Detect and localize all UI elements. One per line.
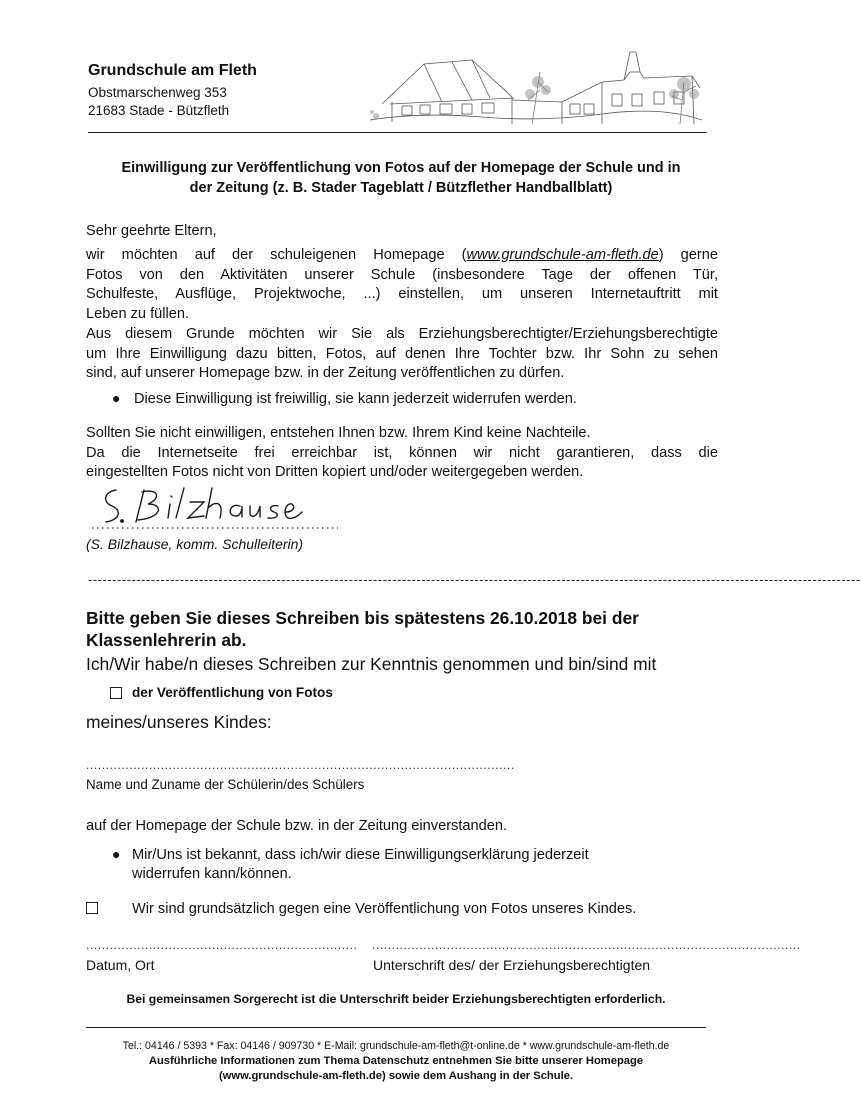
- cut-line: ----------------------------------------------------------------------------------------------------------------------------------------------------------------: [88, 572, 861, 587]
- paragraph-line: um Ihre Einwilligung dazu bitten, Fotos, auf denen Ihre Tochter bzw. Ihr Sohn zu sehen: [86, 345, 718, 362]
- consent-option-label: der Veröffentlichung von Fotos: [132, 685, 333, 700]
- paragraph-homepage: [86, 246, 718, 324]
- date-place-line[interactable]: .....................................................................: [86, 938, 358, 952]
- document-title: [86, 158, 716, 198]
- signature-caption: (S. Bilzhause, komm. Schulleiterin): [86, 536, 304, 552]
- bullet-icon: ●: [112, 846, 121, 862]
- privacy-line: (www.grundschule-am-fleth.de) sowie dem Aushang in der Schule.: [218, 1070, 574, 1082]
- footer-contact: Tel.: 04146 / 5393 * Fax: 04146 / 909730 * E-Mail: grundschule-am-fleth@t-online.de * www.grundschule-am-fleth.de: [122, 1040, 670, 1052]
- principal-signature: [92, 484, 352, 530]
- paragraph-line: Aus diesem Grunde möchten wir Sie als Erziehungsberechtigter/Erziehungsberechtigte: [86, 326, 718, 342]
- refusal-option-label: Wir sind grundsätzlich gegen eine Veröffentlichung von Fotos unseres Kindes.: [132, 901, 637, 917]
- paragraph-line: [86, 246, 718, 266]
- child-label: meines/unseres Kindes:: [86, 712, 272, 732]
- paragraph-text: wir möchten auf der schuleigenen Homepage (: [86, 247, 467, 263]
- school-street: Obstmarschenweg 353: [88, 85, 227, 100]
- school-building-sketch: [362, 42, 706, 134]
- custody-note: Bei gemeinsamen Sorgerecht ist die Unterschrift beider Erziehungsberechtigten erforderlich.: [126, 992, 666, 1006]
- date-place-label: Datum, Ort: [86, 957, 155, 973]
- paragraph-line: sind, auf unserer Homepage bzw. in der Zeitung veröffentlichen zu dürfen.: [86, 365, 565, 381]
- paragraph-line: eingestellten Fotos nicht von Dritten kopiert und/oder weitergegeben werden.: [86, 464, 584, 480]
- agreement-text: auf der Homepage der Schule bzw. in der Zeitung einverstanden.: [86, 818, 508, 834]
- school-name: Grundschule am Fleth: [88, 62, 257, 79]
- child-name-caption: Name und Zuname der Schülerin/des Schülers: [86, 777, 365, 792]
- title-line-2: der Zeitung (z. B. Stader Tageblatt / Bützflether Handballblatt): [189, 180, 613, 196]
- header-rule: [88, 132, 707, 133]
- revocation-line: widerrufen kann/können.: [132, 866, 292, 882]
- school-city: 21683 Stade - Bützfleth: [88, 103, 230, 118]
- voluntary-note: Diese Einwilligung ist freiwillig, sie kann jederzeit widerrufen werden.: [134, 391, 577, 407]
- paragraph-line: Da die Internetseite frei erreichbar ist, können wir nicht garantieren, dass die: [86, 444, 718, 461]
- title-line-1: Einwilligung zur Veröffentlichung von Fotos auf der Homepage der Schule und in: [121, 160, 681, 176]
- guardian-signature-line[interactable]: .............................................................................................................: [372, 938, 801, 952]
- salutation: Sehr geehrte Eltern,: [86, 223, 217, 239]
- instruction-line: Klassenlehrerin ab.: [86, 630, 247, 650]
- paragraph-line: Schulfeste, Ausflüge, Projektwoche, ...) einstellen, um unseren Internetauftritt mit: [86, 286, 718, 302]
- consent-checkbox[interactable]: [110, 687, 122, 699]
- paragraph-no-disadvantage: [86, 424, 718, 483]
- acknowledgement: Ich/Wir habe/n dieses Schreiben zur Kenntnis genommen und bin/sind mit: [86, 654, 657, 674]
- paragraph-line: Fotos von den Aktivitäten unserer Schule (insbesondere Tage der offenen Tür,: [86, 266, 718, 283]
- return-instruction: [86, 607, 726, 651]
- revocation-line: Mir/Uns ist bekannt, dass ich/wir diese Einwilligungserklärung jederzeit: [132, 847, 589, 863]
- paragraph-line: Sollten Sie nicht einwilligen, entstehen Ihnen bzw. Ihrem Kind keine Nachteile.: [86, 425, 591, 441]
- footer-privacy: [86, 1054, 706, 1084]
- refusal-checkbox[interactable]: [86, 902, 98, 914]
- homepage-link[interactable]: www.grundschule-am-fleth.de: [466, 247, 659, 263]
- privacy-line: Ausführliche Informationen zum Thema Datenschutz entnehmen Sie bitte unserer Homepage: [148, 1055, 644, 1067]
- guardian-signature-label: Unterschrift des/ der Erziehungsberechtigten: [373, 957, 651, 973]
- paragraph-text: ) gerne: [658, 247, 718, 263]
- footer-rule: [86, 1027, 706, 1028]
- instruction-line: Bitte geben Sie dieses Schreiben bis spätestens 26.10.2018 bei der: [86, 608, 639, 628]
- bullet-icon: ●: [112, 390, 121, 406]
- paragraph-line: Leben zu füllen.: [86, 305, 190, 322]
- child-name-line[interactable]: .............................................................................................................: [86, 758, 515, 772]
- revocation-note: [132, 846, 652, 884]
- paragraph-consent-request: [86, 325, 718, 384]
